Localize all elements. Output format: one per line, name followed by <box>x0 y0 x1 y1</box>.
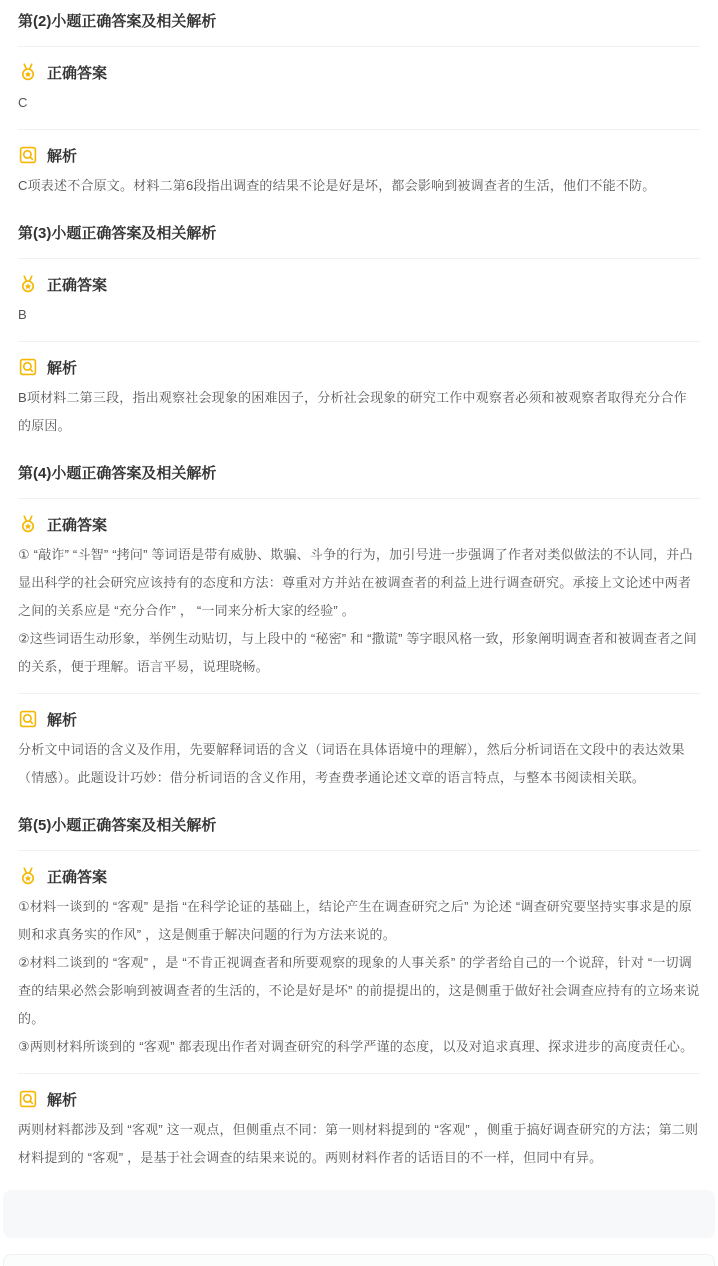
collapsed-card-bottom[interactable] <box>3 1190 715 1238</box>
answer-label-row <box>18 513 700 535</box>
question-section-3 <box>18 204 700 444</box>
answer-paragraph: ②材料二谈到的 “客观” ，是 “不肯正视调查者和所要观察的现象的人事关系” 的学者给自己的一个说辞，针对 “一切调查的结果必然会影响到被调查者的生活的，不论是好是坏” 的前提提出的，这是侧重于做好社会调查应持有的立场来说的。 <box>18 955 700 1026</box>
divider <box>18 46 700 47</box>
answer-paragraph: ①材料一谈到的 “客观” 是指 “在科学论证的基础上，结论产生在调查研究之后” 为论述 “调查研究要坚持实事求是的原则和求真务实的作风” ，这是侧重于解决问题的行为方法来说的。 <box>18 899 692 942</box>
answer-label: 正确答案 <box>47 276 108 294</box>
question-section-4 <box>18 444 700 796</box>
answer-content <box>18 89 700 129</box>
divider <box>18 1073 700 1074</box>
medal-icon <box>18 274 38 294</box>
analysis-content <box>18 384 700 444</box>
analysis-paragraph: 分析文中词语的含义及作用，先要解释词语的含义（词语在具体语境中的理解），然后分析词语在文段中的表达效果（情感）。此题设计巧妙：借分析词语的含义作用，考查费孝通论述文章的语言特点，与整本书阅读相关联。 <box>18 742 685 785</box>
answer-paragraph: ②这些词语生动形象，举例生动贴切，与上段中的 “秘密” 和 “撒谎” 等字眼风格一致，形象阐明调查者和被调查者之间的关系，便于理解。语言平易，说理晓畅。 <box>18 631 697 674</box>
analysis-label: 解析 <box>47 1091 78 1109</box>
divider <box>18 129 700 130</box>
answer-paragraph: ③两则材料所谈到的 “客观” 都表现出作者对调查研究的科学严谨的态度，以及对追求真理、探求进步的高度责任心。 <box>18 1039 694 1054</box>
divider <box>18 498 700 499</box>
divider <box>18 850 700 851</box>
analysis-label: 解析 <box>47 359 78 377</box>
magnifier-icon <box>18 709 38 729</box>
answer-content <box>18 893 700 1073</box>
analysis-content <box>18 1116 700 1176</box>
medal-icon <box>18 514 38 534</box>
analysis-label: 解析 <box>47 147 78 165</box>
analysis-label-row <box>18 356 700 378</box>
next-card-top[interactable] <box>3 1254 715 1266</box>
divider <box>18 341 700 342</box>
analysis-paragraph: B项材料二第三段，指出观察社会现象的困难因子，分析社会现象的研究工作中观察者必须和被观察者取得充分合作的原因。 <box>18 390 687 433</box>
medal-icon <box>18 866 38 886</box>
answer-label: 正确答案 <box>47 64 108 82</box>
question-section-2 <box>18 0 700 204</box>
answer-paragraph: C <box>18 95 28 110</box>
answer-paragraph: ① “敲诈” “斗智” “拷问” 等词语是带有威胁、欺骗、斗争的行为，加引号进一步强调了作者对类似做法的不认同，并凸显出科学的社会研究应该持有的态度和方法：尊重对方并站在被调查者的利益上进行调查研究。承接上文论述中两者之间的关系应是 “充分合作” ， “一同来分析大家的经验” 。 <box>18 547 693 618</box>
analysis-label: 解析 <box>47 711 78 729</box>
answer-paragraph: B <box>18 307 27 322</box>
analysis-label-row <box>18 1088 700 1110</box>
answer-label-row <box>18 273 700 295</box>
analysis-label-row <box>18 144 700 166</box>
section-heading: 第(3)小题正确答案及相关解析 <box>18 225 217 242</box>
analysis-content <box>18 736 700 796</box>
analysis-label-row <box>18 708 700 730</box>
magnifier-icon <box>18 1089 38 1109</box>
answer-content <box>18 541 700 693</box>
divider <box>18 693 700 694</box>
magnifier-icon <box>18 145 38 165</box>
section-heading: 第(2)小题正确答案及相关解析 <box>18 13 217 30</box>
analysis-paragraph: 两则材料都涉及到 “客观” 这一观点，但侧重点不同：第一则材料提到的 “客观” ，侧重于搞好调查研究的方法；第二则材料提到的 “客观” ，是基于社会调查的结果来说的。两则材料作者的话语目的不一样，但同中有异。 <box>18 1122 699 1165</box>
answer-label-row <box>18 61 700 83</box>
section-heading: 第(5)小题正确答案及相关解析 <box>18 817 217 834</box>
answer-label: 正确答案 <box>47 868 108 886</box>
analysis-paragraph: C项表述不合原文。材料二第6段指出调查的结果不论是好是坏，都会影响到被调查者的生活，他们不能不防。 <box>18 178 656 193</box>
medal-icon <box>18 62 38 82</box>
answer-label: 正确答案 <box>47 516 108 534</box>
magnifier-icon <box>18 357 38 377</box>
footer-area <box>3 1190 715 1266</box>
answer-content <box>18 301 700 341</box>
analysis-content <box>18 172 700 204</box>
divider <box>18 258 700 259</box>
question-section-5 <box>18 796 700 1176</box>
section-heading: 第(4)小题正确答案及相关解析 <box>18 465 217 482</box>
answer-label-row <box>18 865 700 887</box>
